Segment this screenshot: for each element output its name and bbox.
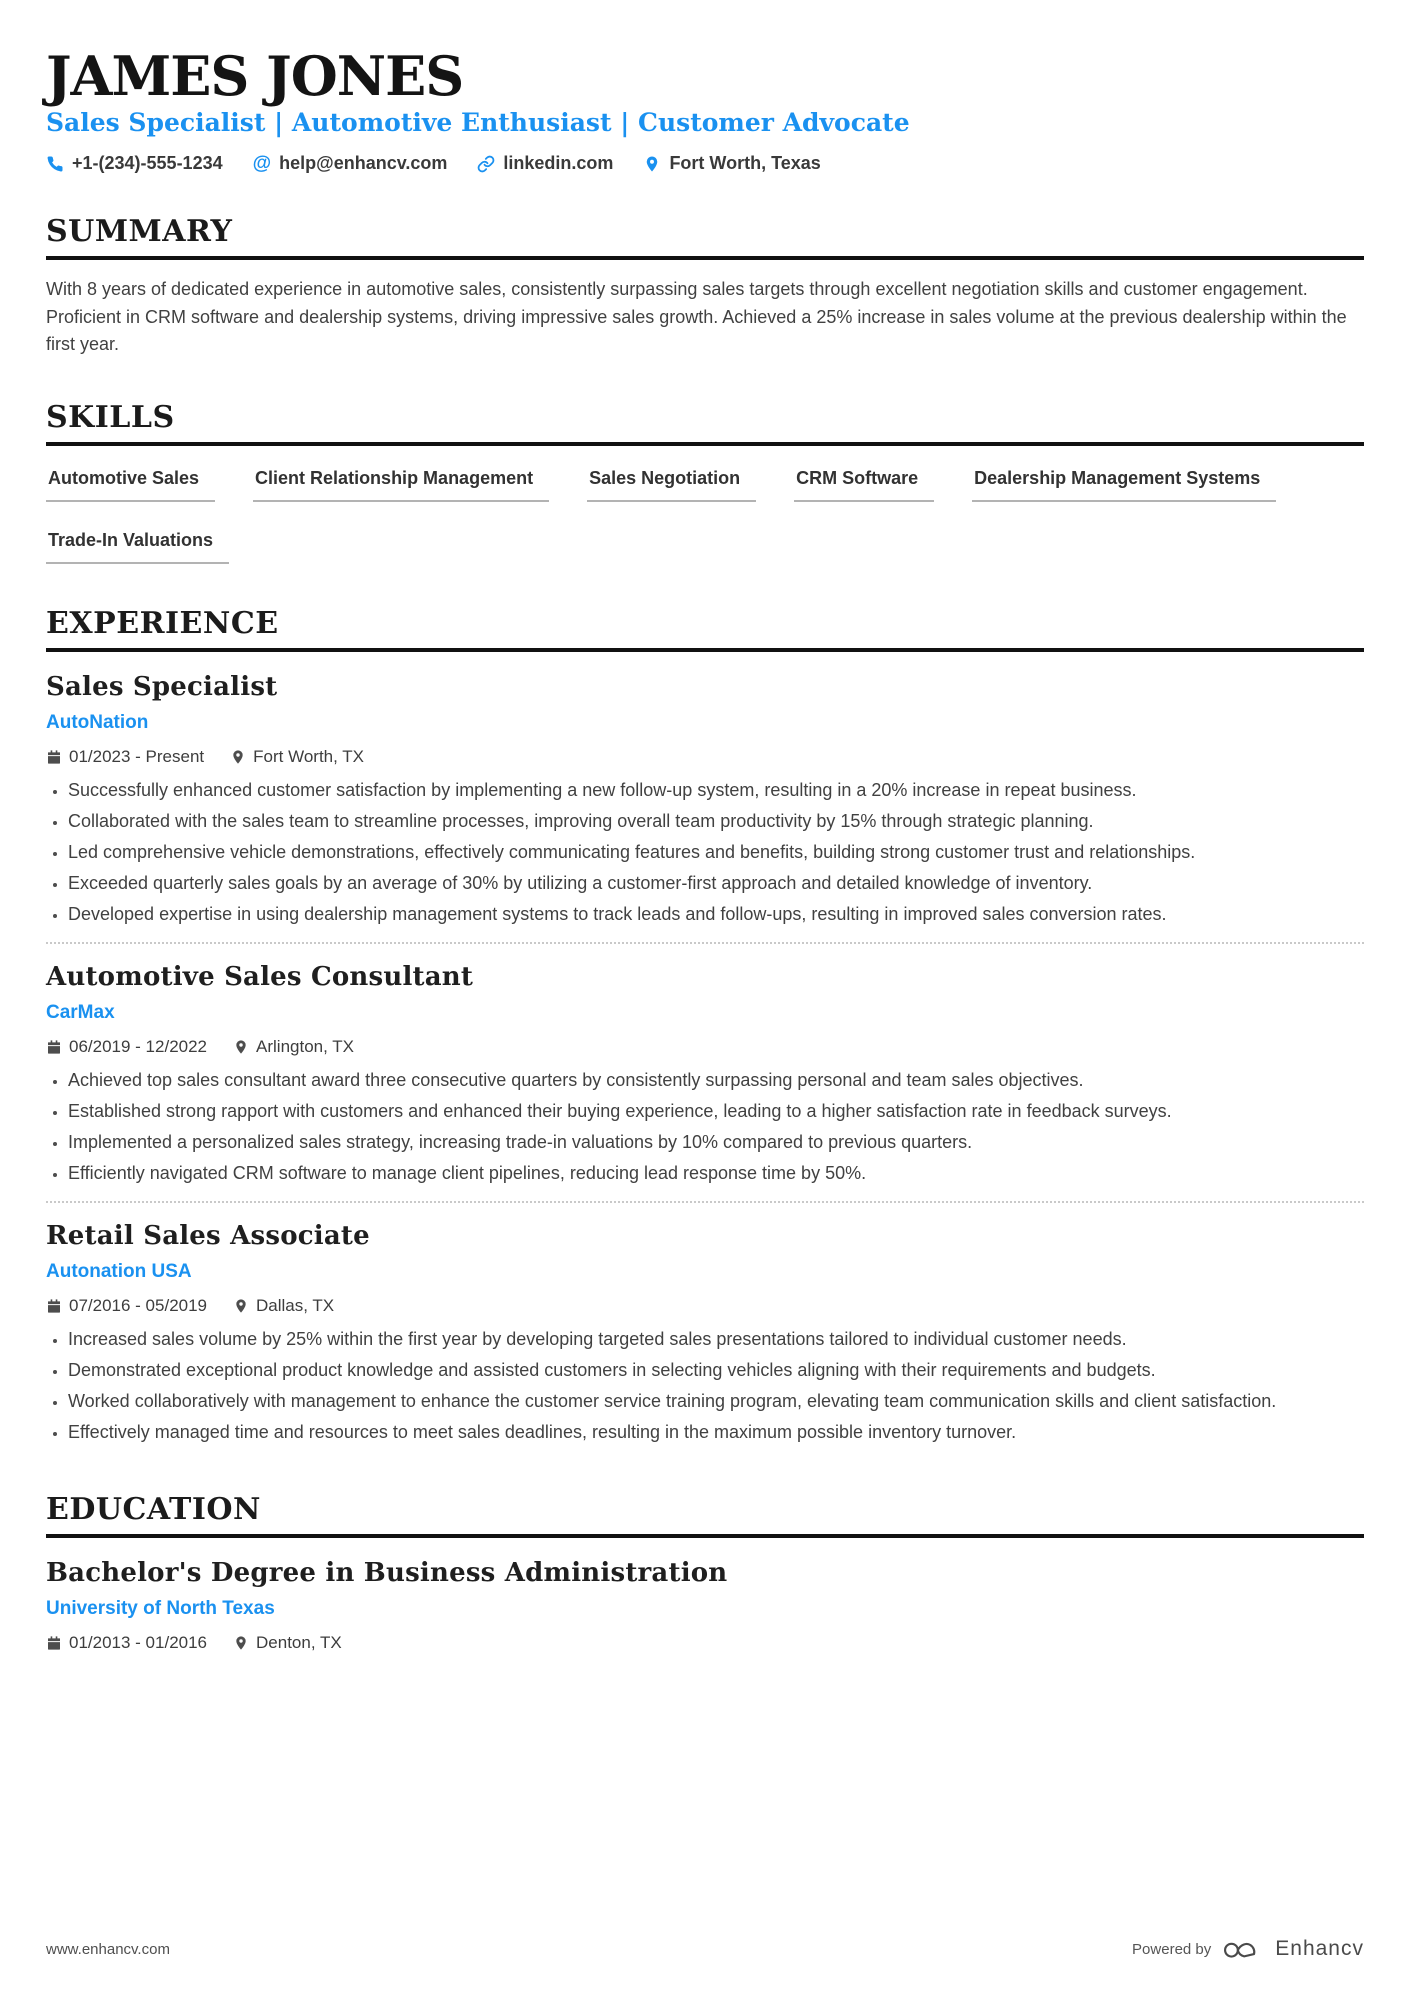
job-meta bbox=[46, 747, 1364, 767]
phone-contact[interactable] bbox=[46, 153, 223, 174]
bullet-item: • Collaborated with the sales team to streamline processes, improving overall team productivity by 15% through strategic planning. bbox=[68, 808, 1364, 835]
education-dates: 01/2013 - 01/2016 bbox=[46, 1633, 207, 1653]
calendar-icon bbox=[46, 1635, 62, 1651]
bullet-item: • Efficiently navigated CRM software to manage client pipelines, reducing lead response time by 50%. bbox=[68, 1160, 1364, 1187]
skill-item: Automotive Sales bbox=[46, 468, 215, 502]
email-contact[interactable] bbox=[253, 153, 448, 174]
calendar-icon bbox=[46, 1039, 62, 1055]
job-company[interactable]: AutoNation bbox=[46, 712, 149, 734]
bullet-item: • Effectively managed time and resources to meet sales deadlines, resulting in the maximum possible inventory turnover. bbox=[68, 1419, 1364, 1446]
enhancv-brand-name: Enhancv bbox=[1275, 1937, 1364, 1960]
school-name[interactable]: University of North Texas bbox=[46, 1598, 275, 1620]
education-title: EDUCATION bbox=[46, 1492, 1364, 1538]
job-bullets bbox=[46, 1067, 1364, 1187]
job-location: Fort Worth, TX bbox=[230, 747, 364, 767]
email-address: help@enhancv.com bbox=[279, 153, 448, 174]
bullet-item: • Increased sales volume by 25% within the first year by developing targeted sales presentations tailored to individual customer needs. bbox=[68, 1326, 1364, 1353]
summary-text: With 8 years of dedicated experience in automotive sales, consistently surpassing sales targets through excellent negotiation skills and customer engagement. Proficient in CRM software and dealership systems, driving impressive sales growth. Achieved a 25% increase in sales volume at the previous dealership within the first year. bbox=[46, 279, 1347, 354]
experience-entry bbox=[46, 944, 1364, 1203]
job-bullets bbox=[46, 777, 1364, 928]
skill-item: Trade-In Valuations bbox=[46, 530, 229, 564]
job-meta bbox=[46, 1296, 1364, 1316]
enhancv-logo-icon bbox=[1223, 1938, 1263, 1960]
job-location: Dallas, TX bbox=[233, 1296, 334, 1316]
link-icon bbox=[477, 155, 495, 173]
skills-list bbox=[46, 468, 1364, 564]
location-text: Fort Worth, Texas bbox=[669, 153, 821, 174]
bullet-item: • Developed expertise in using dealership management systems to track leads and follow-ups, resulting in improved sales conversion rates. bbox=[68, 901, 1364, 928]
job-role: Sales Specialist bbox=[46, 672, 278, 703]
candidate-name: JAMES JONES bbox=[46, 44, 464, 108]
experience-section bbox=[46, 606, 1364, 1450]
email-icon: @ bbox=[252, 153, 272, 175]
bullet-item: • Implemented a personalized sales strategy, increasing trade-in valuations by 10% compared to previous quarters. bbox=[68, 1129, 1364, 1156]
page-footer bbox=[46, 1917, 1364, 1961]
experience-entry bbox=[46, 652, 1364, 944]
location-icon bbox=[233, 1635, 249, 1651]
location-contact bbox=[643, 153, 820, 174]
contact-row bbox=[46, 153, 1364, 174]
bullet-item: • Exceeded quarterly sales goals by an average of 30% by utilizing a customer-first approach and detailed knowledge of inventory. bbox=[68, 870, 1364, 897]
skills-section bbox=[46, 400, 1364, 564]
footer-site-link[interactable]: www.enhancv.com bbox=[46, 1940, 170, 1958]
location-icon bbox=[643, 155, 661, 173]
bullet-item: • Demonstrated exceptional product knowledge and assisted customers in selecting vehicles aligning with their requirements and budgets. bbox=[68, 1357, 1364, 1384]
linkedin-url: linkedin.com bbox=[503, 153, 614, 174]
skills-title: SKILLS bbox=[46, 400, 1364, 446]
phone-number: +1-(234)-555-1234 bbox=[72, 153, 223, 174]
experience-entry bbox=[46, 1203, 1364, 1446]
job-company[interactable]: CarMax bbox=[46, 1002, 115, 1024]
bullet-item: • Led comprehensive vehicle demonstrations, effectively communicating features and benefits, building strong customer trust and relationships. bbox=[68, 839, 1364, 866]
bullet-item: • Established strong rapport with customers and enhanced their buying experience, leading to a higher satisfaction rate in feedback surveys. bbox=[68, 1098, 1364, 1125]
job-company[interactable]: Autonation USA bbox=[46, 1261, 192, 1283]
education-section bbox=[46, 1492, 1364, 1653]
calendar-icon bbox=[46, 1298, 62, 1314]
summary-title: SUMMARY bbox=[46, 214, 1364, 260]
bullet-item: • Achieved top sales consultant award three consecutive quarters by consistently surpassing personal and team sales objectives. bbox=[68, 1067, 1364, 1094]
powered-by-label: Powered by bbox=[1132, 1940, 1212, 1958]
job-meta bbox=[46, 1037, 1364, 1057]
experience-title: EXPERIENCE bbox=[46, 606, 1364, 652]
candidate-tagline: Sales Specialist | Automotive Enthusiast | Customer Advocate bbox=[46, 107, 910, 137]
job-role: Retail Sales Associate bbox=[46, 1221, 370, 1252]
job-role: Automotive Sales Consultant bbox=[46, 962, 474, 993]
job-dates: 06/2019 - 12/2022 bbox=[46, 1037, 207, 1057]
summary-section bbox=[46, 214, 1364, 358]
location-icon bbox=[233, 1039, 249, 1055]
job-dates: 07/2016 - 05/2019 bbox=[46, 1296, 207, 1316]
job-bullets bbox=[46, 1326, 1364, 1446]
job-location: Arlington, TX bbox=[233, 1037, 354, 1057]
degree-name: Bachelor's Degree in Business Administration bbox=[46, 1558, 728, 1589]
education-meta bbox=[46, 1633, 1364, 1653]
education-entry bbox=[46, 1538, 1364, 1653]
bullet-item: • Worked collaboratively with management to enhance the customer service training program, elevating team communication skills and client satisfaction. bbox=[68, 1388, 1364, 1415]
calendar-icon bbox=[46, 749, 62, 765]
location-icon bbox=[233, 1298, 249, 1314]
footer-branding[interactable] bbox=[1132, 1937, 1364, 1961]
linkedin-contact[interactable] bbox=[477, 153, 613, 174]
bullet-item: • Successfully enhanced customer satisfaction by implementing a new follow-up system, resulting in a 20% increase in repeat business. bbox=[68, 777, 1364, 804]
job-dates: 01/2023 - Present bbox=[46, 747, 204, 767]
skill-item: CRM Software bbox=[794, 468, 934, 502]
skill-item: Sales Negotiation bbox=[587, 468, 756, 502]
skill-item: Dealership Management Systems bbox=[972, 468, 1276, 502]
location-icon bbox=[230, 749, 246, 765]
phone-icon bbox=[46, 155, 64, 173]
resume-header bbox=[46, 44, 1364, 214]
education-location: Denton, TX bbox=[233, 1633, 342, 1653]
skill-item: Client Relationship Management bbox=[253, 468, 549, 502]
